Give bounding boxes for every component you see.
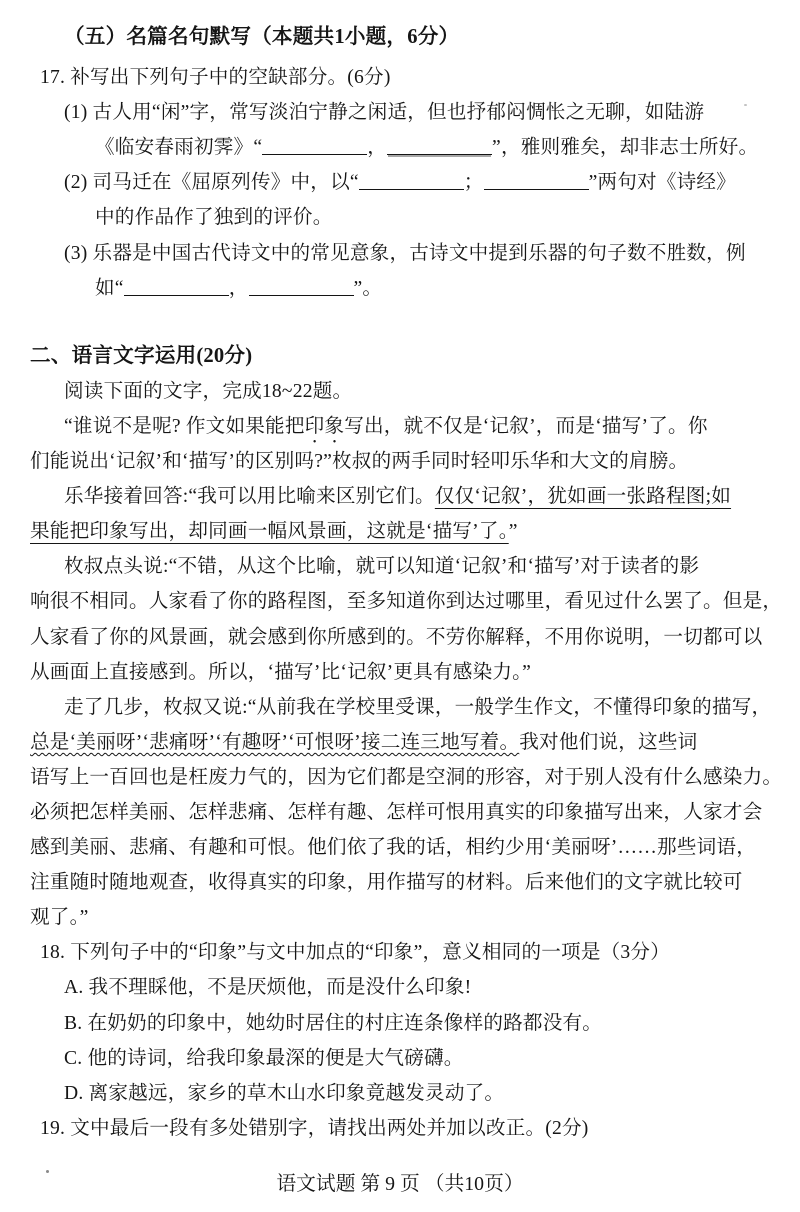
text-run: ” xyxy=(508,521,518,543)
text-run: (3) 乐器是中国古代诗文中的常见意象，古诗文中提到乐器的句子数不胜数，例 xyxy=(64,242,746,264)
text-run: 必须把怎样美丽、怎样悲痛、怎样有趣、怎样可恨用真实的印象描写出来，人家才会 xyxy=(30,801,763,823)
q18-stem xyxy=(40,935,774,970)
text-run: 二、语言文字运用(20分) xyxy=(30,344,253,367)
text-run: 中的作品作了独到的评价。 xyxy=(95,207,333,229)
text-run: （五）名篇名句默写（本题共1小题，6分） xyxy=(64,26,460,48)
q18-option-b xyxy=(64,1006,774,1041)
text-run: C. 他的诗词，给我印象最深的便是大气磅礴。 xyxy=(64,1047,464,1069)
passage-p2-l1 xyxy=(64,479,774,514)
q17-item-3-line-2 xyxy=(95,271,774,306)
emphasized-word: 印象 xyxy=(304,415,345,437)
answer-blank xyxy=(387,134,492,156)
q18-option-c xyxy=(64,1041,774,1076)
text-run: ； xyxy=(463,172,484,194)
passage-p3-l4 xyxy=(30,655,774,690)
answer-blank xyxy=(124,274,229,296)
answer-blank xyxy=(262,134,367,156)
passage-p4-l7 xyxy=(30,900,774,935)
text-run: ”。 xyxy=(353,277,383,299)
underlined-text: 仅仅‘记叙’，犹如画一张路程图;如 xyxy=(434,486,732,508)
text-run: 17. 补写出下列句子中的空缺部分。(6分) xyxy=(40,67,391,89)
q17-stem xyxy=(40,60,774,95)
text-run: ， xyxy=(228,277,249,299)
q17-item-1-line-1 xyxy=(64,95,774,130)
text-run: “谁说不是呢? 作文如果能把 xyxy=(64,415,305,437)
passage-p3-l2 xyxy=(30,584,783,619)
passage-p4-l4 xyxy=(30,795,774,830)
text-run: ”，雅则雅矣，却非志士所好。 xyxy=(492,137,759,159)
passage-p4-l2 xyxy=(30,725,774,760)
scan-artifact-dot xyxy=(46,1170,49,1173)
reading-instruction xyxy=(64,374,774,409)
wavy-underlined-text: 总是‘美丽呀’‘悲痛呀’‘有趣呀’‘可恨呀’接二连三地写着。 xyxy=(30,731,520,753)
text-run: 从画面上直接感到。所以，‘描写’比‘记叙’更具有感染力。” xyxy=(30,661,532,683)
answer-blank xyxy=(484,169,589,191)
passage-p4-l5 xyxy=(30,830,774,865)
passage-p4-l3 xyxy=(30,760,783,795)
text-run: 阅读下面的文字，完成18~22题。 xyxy=(64,380,353,402)
text-run: 感到美丽、悲痛、有趣和可恨。他们依了我的话，相约少用‘美丽呀’……那些词语， xyxy=(30,837,757,859)
text-run: (2) 司马迁在《屈原列传》中，以“ xyxy=(64,172,359,194)
q17-item-1-line-2 xyxy=(95,130,774,165)
q17-item-2-line-2 xyxy=(95,200,774,235)
underlined-text: 果能把印象写出，却同画一幅风景画，这就是‘描写’了。 xyxy=(30,521,509,543)
heading-section-two xyxy=(30,339,774,374)
text-run: A. 我不理睬他，不是厌烦他，而是没什么印象! xyxy=(64,977,472,999)
q17-item-3-line-1 xyxy=(64,236,774,271)
text-run: 们能说出‘记叙’和‘描写’的区别吗?”枚叔的两手同时轻叩乐华和大文的肩膀。 xyxy=(30,451,689,473)
text-run: 19. 文中最后一段有多处错别字，请找出两处并加以改正。(2分) xyxy=(40,1117,589,1139)
text-run: 走了几步，枚叔又说:“从前我在学校里受课，一般学生作文，不懂得印象的描写， xyxy=(64,696,772,718)
text-run: D. 离家越远，家乡的草木山水印象竟越发灵动了。 xyxy=(64,1082,505,1104)
text-run: 枚叔点头说:“不错，从这个比喻，就可以知道‘记叙’和‘描写’对于读者的影 xyxy=(64,556,700,578)
text-run: 18. 下列句子中的“印象”与文中加点的“印象”，意义相同的一项是（3分） xyxy=(40,942,670,964)
passage-p4-l1 xyxy=(64,690,774,725)
text-run: 我对他们说，这些词 xyxy=(519,731,698,753)
page-footer: 语文试题 第 9 页 （共10页） xyxy=(276,1172,524,1195)
answer-blank xyxy=(359,169,464,191)
passage-p3-l3 xyxy=(30,620,774,655)
answer-blank xyxy=(249,274,354,296)
passage-p4-l6 xyxy=(30,865,774,900)
q17-item-2-line-1 xyxy=(64,165,774,200)
text-run: ”两句对《诗经》 xyxy=(588,172,737,194)
passage-p3-l1 xyxy=(64,549,774,584)
passage-p1-l2 xyxy=(30,444,774,479)
text-run: 《临安春雨初霁》“ xyxy=(95,137,263,159)
text-run: (1) 古人用“闲”字，常写淡泊宁静之闲适，但也抒郁闷惆怅之无聊，如陆游 xyxy=(64,102,705,124)
q18-option-a xyxy=(64,970,774,1005)
text-run: 语写上一百回也是枉废力气的，因为它们都是空洞的形容，对于别人没有什么感染力。 xyxy=(30,766,783,788)
text-run: 观了。” xyxy=(30,907,89,929)
text-run: ， xyxy=(367,137,388,159)
passage-p2-l2 xyxy=(30,514,774,549)
scan-artifact-dot xyxy=(744,104,747,106)
text-run: 响很不相同。人家看了你的路程图，至多知道你到达过哪里，看见过什么罢了。但是， xyxy=(30,591,783,613)
q18-option-d xyxy=(64,1076,774,1111)
q19-stem xyxy=(40,1111,774,1146)
text-run: 注重随时随地观查，收得真实的印象，用作描写的材料。后来他们的文字就比较可 xyxy=(30,872,743,894)
text-run: 乐华接着回答:“我可以用比喻来区别它们。 xyxy=(64,486,435,508)
text-run: 人家看了你的风景画，就会感到你所感到的。不劳你解释，不用你说明，一切都可以 xyxy=(30,626,763,648)
passage-p1-l1 xyxy=(64,409,774,444)
heading-section-five xyxy=(64,20,774,55)
text-run: B. 在奶奶的印象中，她幼时居住的村庄连条像样的路都没有。 xyxy=(64,1012,603,1034)
text-run: 如“ xyxy=(95,277,124,299)
text-run: 写出，就不仅是‘记叙’，而是‘描写’了。你 xyxy=(344,415,708,437)
